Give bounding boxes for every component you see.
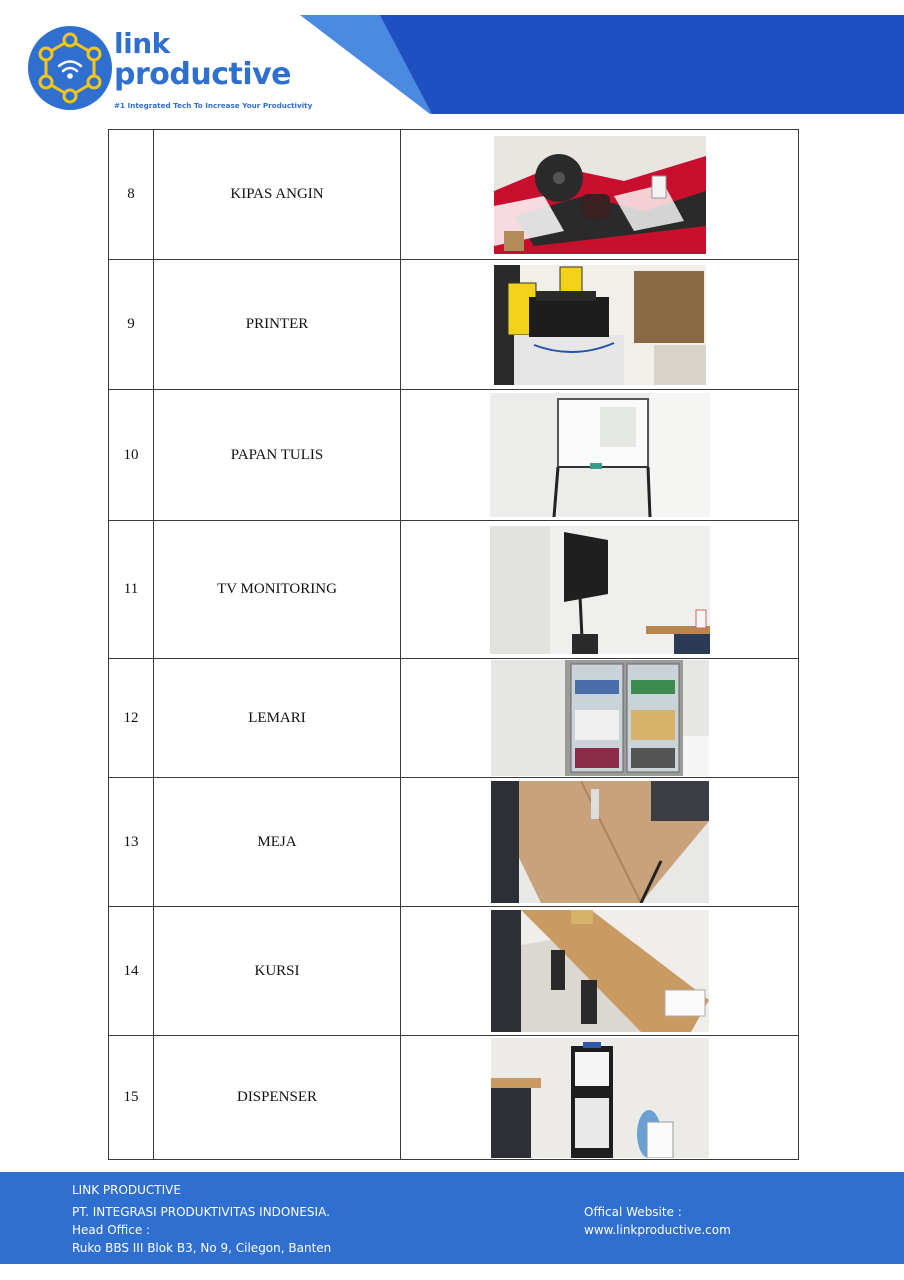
- table-row: [109, 778, 799, 907]
- cabinet-photo: [491, 660, 709, 776]
- item-name: PAPAN TULIS: [154, 390, 401, 521]
- table-row: [109, 1036, 799, 1160]
- row-number: 10: [109, 390, 154, 521]
- item-name: PRINTER: [154, 260, 401, 390]
- printer-photo: [494, 265, 706, 385]
- item-name: MEJA: [154, 778, 401, 907]
- footer-address: Ruko BBS III Blok B3, No 9, Cilegon, Banten: [72, 1241, 332, 1255]
- logo-emblem-icon: [28, 26, 112, 110]
- header-band: [300, 15, 904, 114]
- whiteboard-photo: [490, 393, 710, 517]
- footer-company-full: PT. INTEGRASI PRODUKTIVITAS INDONESIA.: [72, 1205, 330, 1219]
- company-logo: [28, 26, 318, 118]
- row-number: 8: [109, 130, 154, 260]
- row-number: 13: [109, 778, 154, 907]
- row-number: 14: [109, 907, 154, 1036]
- tv-photo: [490, 526, 710, 654]
- row-number: 12: [109, 659, 154, 778]
- table-row: [109, 521, 799, 659]
- table-photo: [491, 781, 709, 903]
- item-name: KURSI: [154, 907, 401, 1036]
- row-number: 15: [109, 1036, 154, 1160]
- item-name: LEMARI: [154, 659, 401, 778]
- footer-website-label: Offical Website :: [584, 1205, 682, 1219]
- brand-name-line1: link: [114, 27, 170, 60]
- chairs-photo: [491, 910, 709, 1032]
- wall-fan-photo: [494, 136, 706, 254]
- item-name: TV MONITORING: [154, 521, 401, 659]
- row-number: 11: [109, 521, 154, 659]
- inventory-table: [108, 129, 799, 1160]
- table-row: [109, 130, 799, 260]
- row-number: 9: [109, 260, 154, 390]
- dispenser-photo: [491, 1038, 709, 1158]
- footer-company-short: LINK PRODUCTIVE: [72, 1183, 181, 1197]
- table-row: [109, 659, 799, 778]
- table-row: [109, 907, 799, 1036]
- footer-office-label: Head Office :: [72, 1223, 151, 1237]
- brand-tagline: #1 Integrated Tech To Increase Your Productivity: [114, 101, 313, 110]
- footer-website-link[interactable]: www.linkproductive.com: [584, 1223, 731, 1237]
- table-row: [109, 390, 799, 521]
- brand-name-line2: productive: [114, 57, 292, 92]
- item-name: KIPAS ANGIN: [154, 130, 401, 260]
- table-row: [109, 260, 799, 390]
- item-name: DISPENSER: [154, 1036, 401, 1160]
- footer: [0, 1172, 904, 1264]
